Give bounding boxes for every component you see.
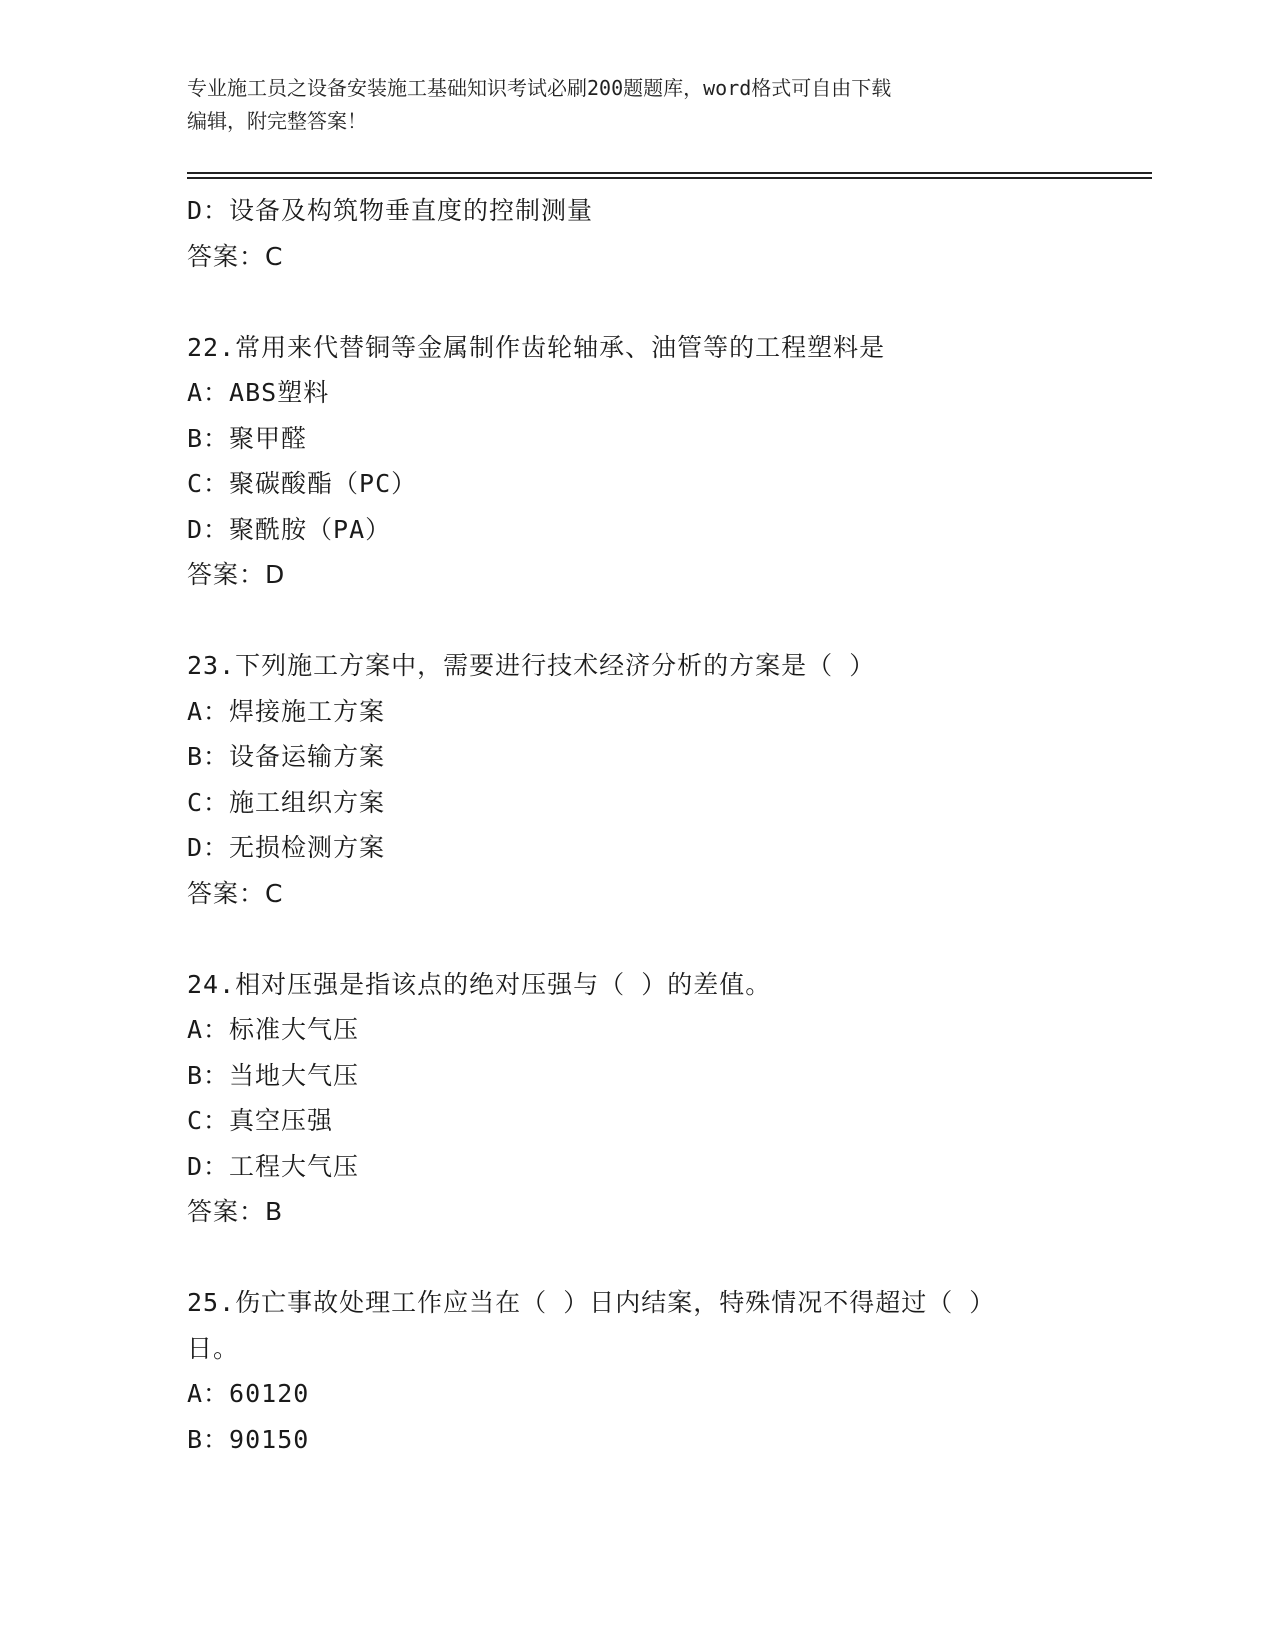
question-stem: 22.常用来代替铜等金属制作齿轮轴承、油管等的工程塑料是 xyxy=(187,332,886,362)
question-content xyxy=(187,188,1107,1462)
answer: 答案：D xyxy=(187,560,286,589)
spacer xyxy=(187,279,1107,325)
option-d: D：设备及构筑物垂直度的控制测量 xyxy=(187,196,594,225)
option-d: D：无损检测方案 xyxy=(187,833,386,862)
document-header xyxy=(187,72,1067,138)
option-b: B：当地大气压 xyxy=(187,1060,360,1090)
question-24 xyxy=(187,962,1107,1235)
question-25 xyxy=(187,1280,1107,1462)
header-divider-top xyxy=(187,172,1152,174)
option-d: D：工程大气压 xyxy=(187,1151,360,1181)
spacer xyxy=(187,916,1107,962)
answer: 答案：C xyxy=(187,878,284,908)
option-a: A：焊接施工方案 xyxy=(187,696,386,726)
question-stem: 24.相对压强是指该点的绝对压强与（ ）的差值。 xyxy=(187,969,772,999)
option-c: C：真空压强 xyxy=(187,1106,334,1135)
header-line-2: 编辑，附完整答案！ xyxy=(187,109,367,133)
option-a: A：ABS塑料 xyxy=(187,378,330,407)
question-stem: 23.下列施工方案中，需要进行技术经济分析的方案是（ ） xyxy=(187,651,876,680)
option-b: B：聚甲醛 xyxy=(187,423,308,453)
spacer xyxy=(187,1235,1107,1281)
question-22 xyxy=(187,325,1107,598)
question-23 xyxy=(187,643,1107,916)
spacer xyxy=(187,598,1107,644)
option-a: A：60120 xyxy=(187,1379,310,1408)
answer: 答案：C xyxy=(187,241,284,271)
header-divider-bottom xyxy=(187,177,1152,179)
option-c: C：施工组织方案 xyxy=(187,787,386,817)
option-b: B：90150 xyxy=(187,1424,310,1454)
question-stem-continuation: 日。 xyxy=(187,1333,240,1363)
option-c: C：聚碳酸酯（PC） xyxy=(187,469,418,498)
question-stem: 25.伤亡事故处理工作应当在（ ）日内结案，特殊情况不得超过（ ） xyxy=(187,1288,996,1317)
option-d: D：聚酰胺（PA） xyxy=(187,514,392,544)
header-line-1: 专业施工员之设备安装施工基础知识考试必刷200题题库，word格式可自由下载 xyxy=(187,76,892,100)
option-b: B：设备运输方案 xyxy=(187,742,386,771)
answer: 答案：B xyxy=(187,1197,284,1226)
option-a: A：标准大气压 xyxy=(187,1015,360,1044)
